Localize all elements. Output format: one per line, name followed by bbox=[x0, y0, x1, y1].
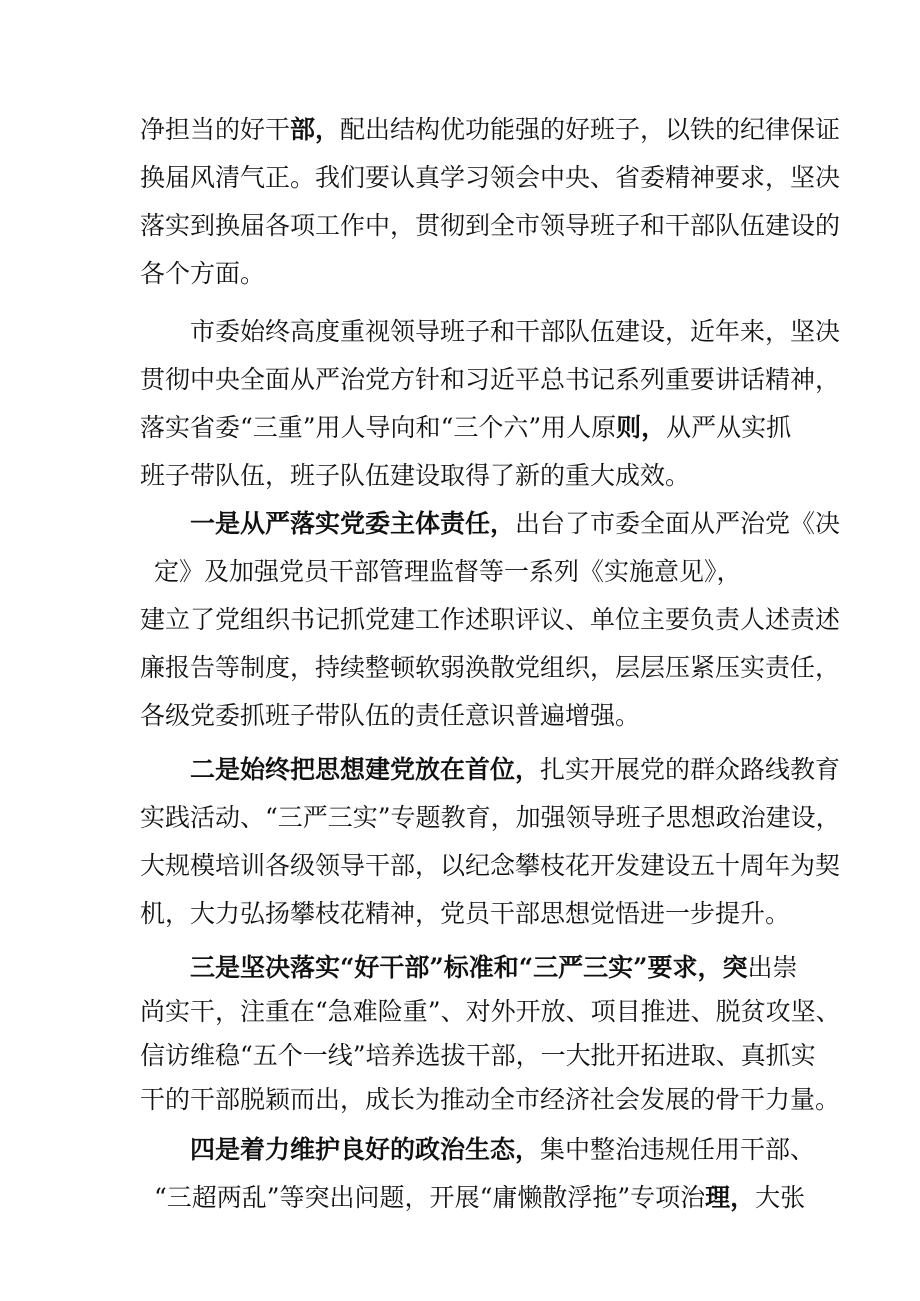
text-line: 贯彻中央全面从严治党方针和习近平总书记系列重要讲话精神， bbox=[140, 365, 841, 394]
text-line: 三是坚决落实“好干部”标准和“三严三实”要求，突出崇 bbox=[190, 953, 798, 982]
text-line: 落实到换届各项工作中，贯彻到全市领导班子和干部队伍建设的 bbox=[140, 211, 841, 240]
text-line: 信访维稳“五个一线”培养选拔干部，一大批开拓进取、真抓实 bbox=[140, 1041, 816, 1070]
text-line: 干的干部脱颖而出，成长为推动全市经济社会发展的骨干力量。 bbox=[140, 1085, 841, 1114]
text-line: 市委始终高度重视领导班子和干部队伍建设，近年来，坚决 bbox=[190, 317, 841, 346]
text-line: 廉报告等制度，持续整顿软弱涣散党组织，层层压紧压实责任， bbox=[140, 653, 841, 682]
text-line: 净担当的好干部，配出结构优功能强的好班子，以铁的纪律保证 bbox=[140, 115, 841, 144]
text-line: 机，大力弘扬攀枝花精神，党员干部思想觉悟进一步提升。 bbox=[140, 899, 791, 928]
text-line: 尚实干，注重在“急难险重”、对外开放、项目推进、脱贫攻坚、 bbox=[140, 997, 841, 1026]
text-line: 大规模培训各级领导干部，以纪念攀枝花开发建设五十周年为契 bbox=[140, 851, 841, 880]
text-line: “三超两乱”等突出问题，开展“庸懒散浮拖”专项治理，大张 bbox=[154, 1183, 806, 1212]
text-line: 实践活动、“三严三实”专题教育，加强领导班子思想政治建设， bbox=[140, 803, 841, 832]
text-line: 一是从严落实党委主体责任，出台了市委全面从严治党《决 bbox=[190, 509, 841, 538]
text-line: 定》及加强党员干部管理监督等一系列《实施意见》， bbox=[154, 557, 742, 586]
text-line: 四是着力维护良好的政治生态，集中整治违规任用干部、 bbox=[190, 1135, 816, 1164]
text-line: 各个方面。 bbox=[140, 259, 266, 288]
text-line: 各级党委抓班子带队伍的责任意识普遍增强。 bbox=[140, 701, 641, 730]
text-line: 换届风清气正。我们要认真学习领会中央、省委精神要求，坚决 bbox=[140, 163, 841, 192]
text-line: 落实省委“三重”用人导向和“三个六”用人原则，从严从实抓 bbox=[140, 413, 792, 442]
text-line: 二是始终把思想建党放在首位，扎实开展党的群众路线教育 bbox=[190, 755, 841, 784]
text-line: 班子带队伍，班子队伍建设取得了新的重大成效。 bbox=[140, 461, 691, 490]
text-line: 建立了党组织书记抓党建工作述职评议、单位主要负责人述责述 bbox=[140, 605, 841, 634]
